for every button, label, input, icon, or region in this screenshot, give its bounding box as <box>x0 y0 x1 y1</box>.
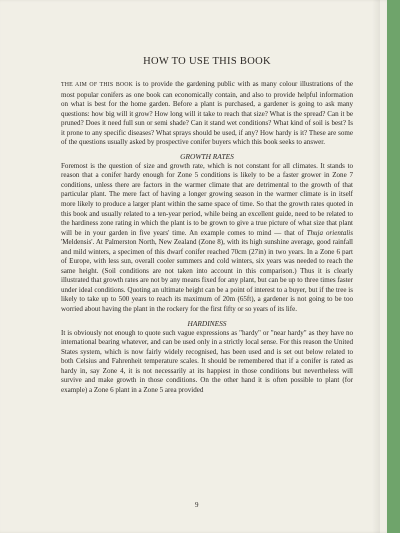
growth-text-part-2: 'Meldensis'. At Palmerston North, New Zealand (Zone 8), with its high sunshine average, good rainfall and mild winters, a specimen of this dwarf conifer reached 70cm (27in) in two years. In a Zone 6 part of Europe, with less sun, overall cooler summers and cold winters, six years was needed to reach the same height. (Soil conditions are not taken into account in this comparison.) Thus it is clearly illustrated that growth rates are not by any means fixed for any plant, but can be up to three times faster under ideal conditions. Quoting an ultimate height can be a point of interest to a buyer, but if the tree is likely to take up to 500 years to reach its maximum of 20m (65ft), a gardener is not going to be too worried about having the plant in the rockery for the first fifty or so years of its life. <box>61 238 353 314</box>
growth-text-part-1: Foremost is the question of size and growth rate, which is not constant for all climates. It stands to reason that a conifer hardy enough for Zone 5 conditions is likely to be a faster grower in Zone 7 conditions, unless there are factors in the warmer climate that are detrimental to the growth of that particular plant. The mere fact of having a longer growing season in the warmer climate is in itself more likely to produce a larger plant within the same space of time. So that the growth rates quoted in this book and usually related to a ten-year period, while being an excellent guide, need to be related to the hardiness zone rating in which the plant is to be grown to give a true picture of what size that plant will be in your garden in five years' time. An example comes to mind — that of <box>61 161 353 237</box>
page-title: HOW TO USE THIS BOOK <box>143 56 271 67</box>
hardiness-heading: HARDINESS <box>187 318 227 328</box>
species-name: Thuja orientalis <box>306 228 353 237</box>
page-content <box>61 56 353 399</box>
intro-text: is to provide the gardening public with as many colour illustrations of the most popular conifers as one book can economically contain, and also to provide helpful information on what is best for the home garden. Before a plant is purchased, a gardener is going to ask many questions: how big will it grow? How long will it take to reach that size? What is the spread? Can it be pruned? Does it need full sun or semi shade? Can it stand wet conditions? What kind of soil is best? Is it prone to any specific diseases? What sprays should be used, if any? How hardy is it? These are some of the questions usually asked by prospective conifer buyers which this book seeks to answer. <box>61 80 353 147</box>
growth-rates-heading: GROWTH RATES <box>180 151 234 161</box>
page-number: 9 <box>195 501 199 509</box>
intro-paragraph <box>61 80 353 148</box>
hardiness-paragraph: It is obviously not enough to quote such vague expressions as "hardy" or "near hardy" as they have no international bearing whatever, and can be used only in a strictly local sense. For this reason the United States system, which is now fairly widely recognised, has been used and is set out below related to both Celsius and Fahrenheit temperature scales. It should be remembered that if a conifer is rated as hardy in, say Zone 4, it is not necessarily at its happiest in those conditions but nevertheless will survive and make growth in those conditions. On the other hand it is often possible to plant (for example) a Zone 6 plant in a Zone 5 area provided <box>61 328 353 394</box>
intro-lead: THE AIM OF THIS BOOK <box>61 82 134 88</box>
page-edge-shadow <box>372 0 380 533</box>
growth-rates-paragraph <box>61 162 353 315</box>
green-cover-edge <box>387 0 400 533</box>
